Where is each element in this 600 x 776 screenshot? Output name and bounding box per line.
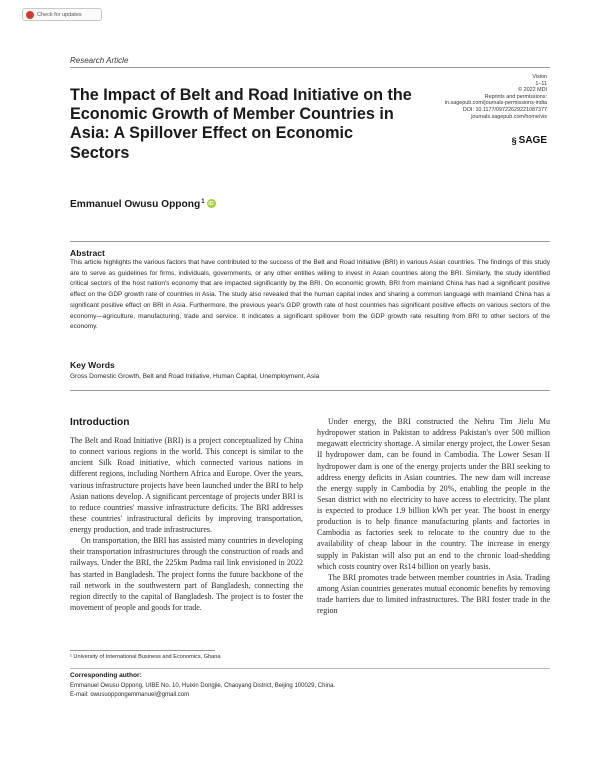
reprints-label: Reprints and permissions: xyxy=(484,93,547,100)
badge-label: Check for updates xyxy=(37,11,82,18)
check-updates-icon xyxy=(26,11,34,19)
header-divider xyxy=(70,67,550,68)
journal-meta xyxy=(445,74,547,120)
abstract-divider xyxy=(70,241,550,242)
corresponding-email[interactable]: E-mail: owusuoppongemmanuel@gmail.com xyxy=(70,692,190,698)
paragraph: Under energy, the BRI constructed the Nehru Tim Jielu Mu hydropower station in Pakistan to address Pakistan's over 500 million megawatt electricity shortage. A similar energy project, the Lower Sesan II hydropower dam, can be found in Cambodia. The Lower Sesan II hydropower dam is one of the energy projects under the BRI seeking to address energy deficits in Asian countries. The new dam will increase the energy supply in Cambodia by 20%, enabling the people in the Sesan district with no electricity to have access to electricity. The plant is expected to produce 1.9 billion kWh per year. The boost in energy production is to help finance manufacturing plants and factories in Cambodia as factories seek to relocate to the country due to the availability of cheap labour in the country. The increase in energy supply in Pakistan will also put an end to the chronic load-shedding which costs country over Rs14 billion on yearly basis. xyxy=(317,417,550,571)
article-title: The Impact of Belt and Road Initiative on the Economic Growth of Member Countries in Asia: A Spillover Effect on Economic Sectors xyxy=(70,86,412,162)
journal-link[interactable]: journals.sagepub.com/home/vis xyxy=(471,113,547,120)
reprints-link[interactable]: in.sagepub.com/journals-permissions-india xyxy=(444,100,547,107)
footnote-divider xyxy=(70,650,215,651)
sage-logo-icon: § xyxy=(511,135,517,146)
copyright: © 2022 MDI xyxy=(518,87,547,94)
keywords-heading: Key Words xyxy=(70,360,115,370)
affiliation-footnote: ¹ University of International Business and Economics, Ghana xyxy=(70,654,221,660)
abstract-heading: Abstract xyxy=(70,248,105,258)
keywords-divider xyxy=(70,390,550,391)
author-affiliation-mark: 1 xyxy=(201,199,205,205)
paragraph: The Belt and Road Initiative (BRI) is a project conceptualized by China to connect various regions in the world. This concept is similar to the ancient Silk Road initiative, which connected various nations in different regions, including Northern Africa and Europe. Over the years, various infrastructure projects have been launched under the BRI to help Asian nations develop. A significant percentage of projects under BRI is to reduce countries' massive infrastructure deficits. The BRI addresses these countries' infrastructural deficits by improving transportation, energy production, and trade infrastructures. xyxy=(70,436,303,534)
journal-name: Vision xyxy=(532,74,547,80)
body-column-right xyxy=(317,416,550,616)
author-name: Emmanuel Owusu Oppong xyxy=(70,199,201,210)
page-range: 1–11 xyxy=(535,80,547,87)
abstract-text: This article highlights the various factors that have contributed to the success of the Belt and Road Initiative (BRI) in various Asian countries. The findings of this study are to serve as guidelines for firms, individuals, governments, or any other entities willing to invest in Asian countries along the BRI. Similarly, the study identified critical sectors of the host nation's economy that are impacted significantly by the BRI. On economic growth, BRI from mainland China has had a significant positive effect on the GDP growth rate of countries in Asia. The study also revealed that the human capital index and sharing a common language with mainland China has a significant positive effect on BRI in Asia. Furthermore, the previous year's GDP growth rate of host countries has significant positive effects on various sectors of the economy—agriculture, manufacturing, trade and service. It indicates a significant spillover from the GDP growth rate resulting from BRI to other sectors of the economy. xyxy=(70,259,550,331)
keywords-text: Gross Domestic Growth, Belt and Road Initiative, Human Capital, Unemployment, Asia xyxy=(70,373,320,380)
publisher-name: SAGE xyxy=(518,135,547,146)
doi[interactable]: DOI: 10.1177/09722629221087377 xyxy=(462,106,547,113)
body-column-left xyxy=(70,435,303,613)
check-for-updates-badge[interactable] xyxy=(22,8,102,21)
correspondence-divider xyxy=(70,668,550,669)
article-type-label: Research Article xyxy=(70,56,129,65)
orcid-icon[interactable]: iD xyxy=(208,200,214,207)
introduction-heading: Introduction xyxy=(70,417,130,428)
paragraph: The BRI promotes trade between member countries in Asia. Trading among Asian countries generates mutual economic benefits by removing trade barriers due to limited infrastructures. The BRI foster trade in the region xyxy=(317,572,550,616)
corresponding-author-heading: Corresponding author: xyxy=(70,672,142,679)
publisher-logo xyxy=(512,135,547,146)
corresponding-address: Emmanuel Owusu Oppong, UIBE No. 10, Huixin Dongjie, Chaoyang District, Beijing 100029, China. xyxy=(70,683,336,689)
author-line xyxy=(70,199,216,210)
paragraph: On transportation, the BRI has assisted many countries in developing their transportation infrastructures through the construction of roads and railways. Under the BRI, the 225km Padma rail link envisioned in 2022 has started in Bangladesh. The project forms the future backbone of the rail network in the southwestern part of Bangladesh, connecting the region directly to the capital of Bangladesh. The project is to foster the movement of people and goods for trade. xyxy=(70,536,303,612)
